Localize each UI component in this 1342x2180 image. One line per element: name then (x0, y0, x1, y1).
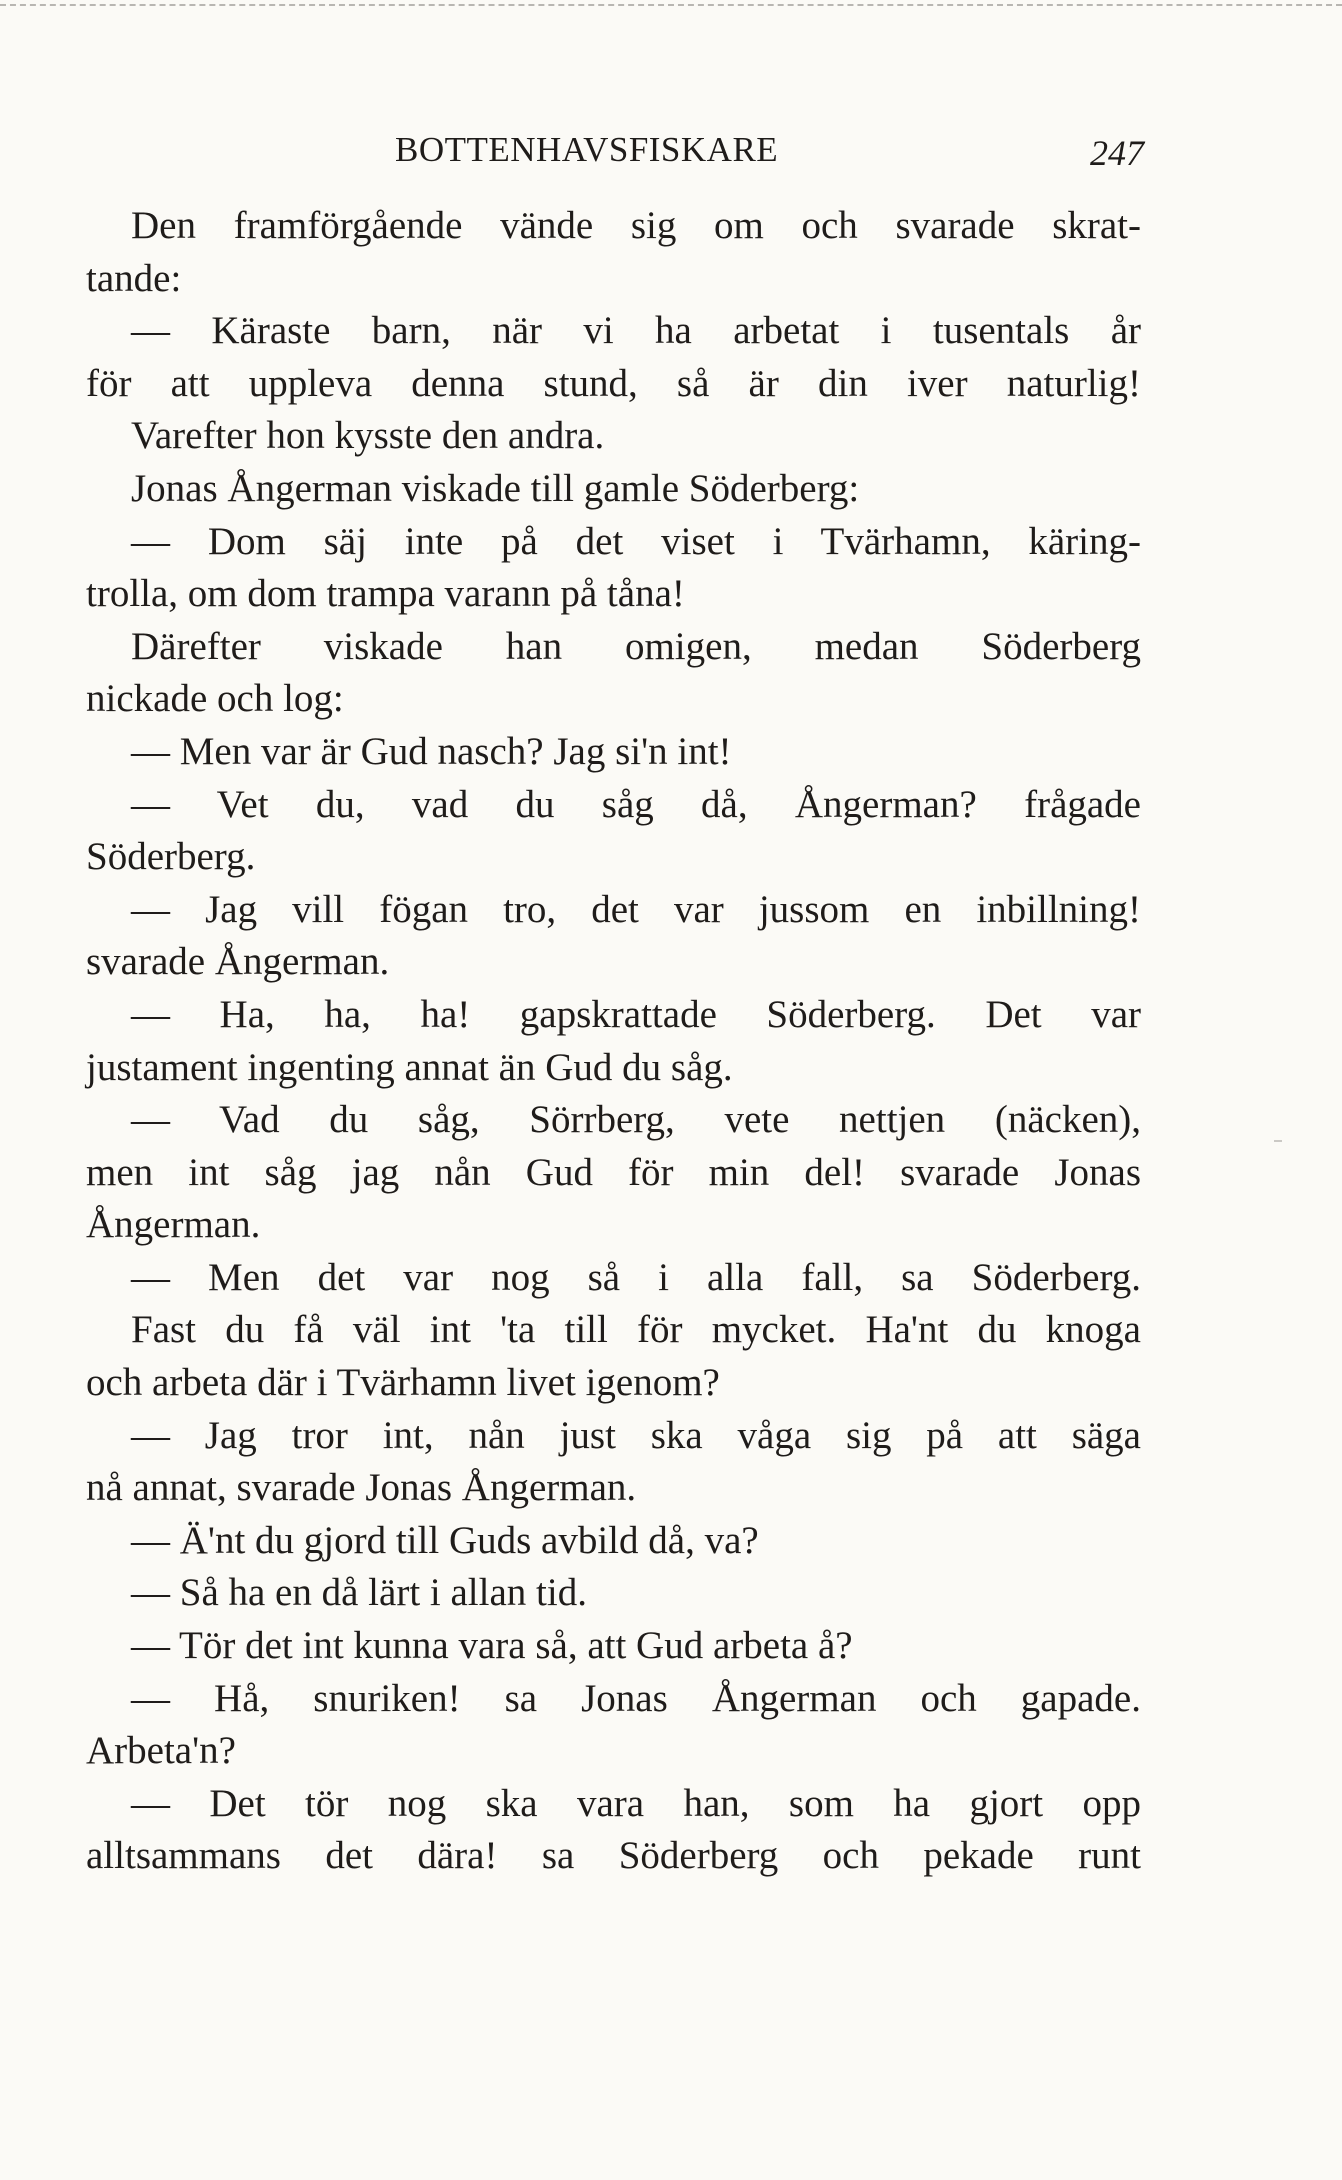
text-line: svarade Ångerman. (86, 940, 390, 984)
margin-mark (1274, 1140, 1282, 1142)
page-number: 247 (1090, 133, 1144, 173)
text-line: — Hå, snuriken! sa Jonas Ångerman och gapade. (131, 1676, 1141, 1720)
text-line: och arbeta där i Tvärhamn livet igenom? (86, 1361, 720, 1405)
text-line: Fast du få väl int 'ta till för mycket. Ha'nt du knoga (131, 1308, 1141, 1352)
text-line: tande: (86, 256, 182, 300)
text-line: Därefter viskade han omigen, medan Söderberg (131, 624, 1141, 668)
text-line: för att uppleva denna stund, så är din iver naturlig! (86, 361, 1141, 405)
text-line: nå annat, svarade Jonas Ångerman. (86, 1466, 637, 1510)
text-line: Den framförgående vände sig om och svarade skrat- (131, 204, 1141, 247)
running-title: BOTTENHAVSFISKARE (395, 130, 779, 169)
body-text (86, 200, 1141, 1883)
text-line: alltsammans det dära! sa Söderberg och pekade runt (86, 1834, 1141, 1878)
text-line: — Jag tror int, nån just ska våga sig på att säga (131, 1413, 1141, 1457)
text-line: men int såg jag nån Gud för min del! svarade Jonas (86, 1150, 1141, 1194)
text-line: — Jag vill fögan tro, det var jussom en inbillning! (131, 887, 1141, 931)
text-line: Varefter hon kysste den andra. (131, 414, 605, 458)
text-line: — Men det var nog så i alla fall, sa Söderberg. (131, 1255, 1141, 1299)
text-line: justament ingenting annat än Gud du såg. (86, 1045, 733, 1089)
text-line: nickade och log: (86, 677, 344, 721)
text-line: — Men var är Gud nasch? Jag si'n int! (131, 729, 732, 773)
text-line: — Käraste barn, när vi ha arbetat i tusentals år (131, 309, 1141, 353)
text-line: — Tör det int kunna vara så, att Gud arbeta å? (131, 1624, 853, 1668)
text-line: — Så ha en då lärt i allan tid. (131, 1571, 587, 1615)
text-line: Arbeta'n? (86, 1729, 236, 1773)
text-line: Jonas Ångerman viskade till gamle Söderberg: (131, 466, 860, 510)
text-line: — Vad du såg, Sörrberg, vete nettjen (näcken), (131, 1098, 1141, 1142)
text-line: trolla, om dom trampa varann på tåna! (86, 572, 685, 616)
top-edge-line (0, 4, 1342, 6)
text-line: Söderberg. (86, 835, 256, 879)
text-line: Ångerman. (86, 1203, 261, 1247)
text-line: — Dom säj inte på det viset i Tvärhamn, käring- (131, 519, 1141, 563)
text-line: — Det tör nog ska vara han, som ha gjort opp (131, 1781, 1141, 1825)
text-line: — Vet du, vad du såg då, Ångerman? frågade (131, 782, 1141, 826)
text-line: — Ä'nt du gjord till Guds avbild då, va? (131, 1518, 759, 1562)
text-line: — Ha, ha, ha! gapskrattade Söderberg. Det var (131, 992, 1141, 1036)
